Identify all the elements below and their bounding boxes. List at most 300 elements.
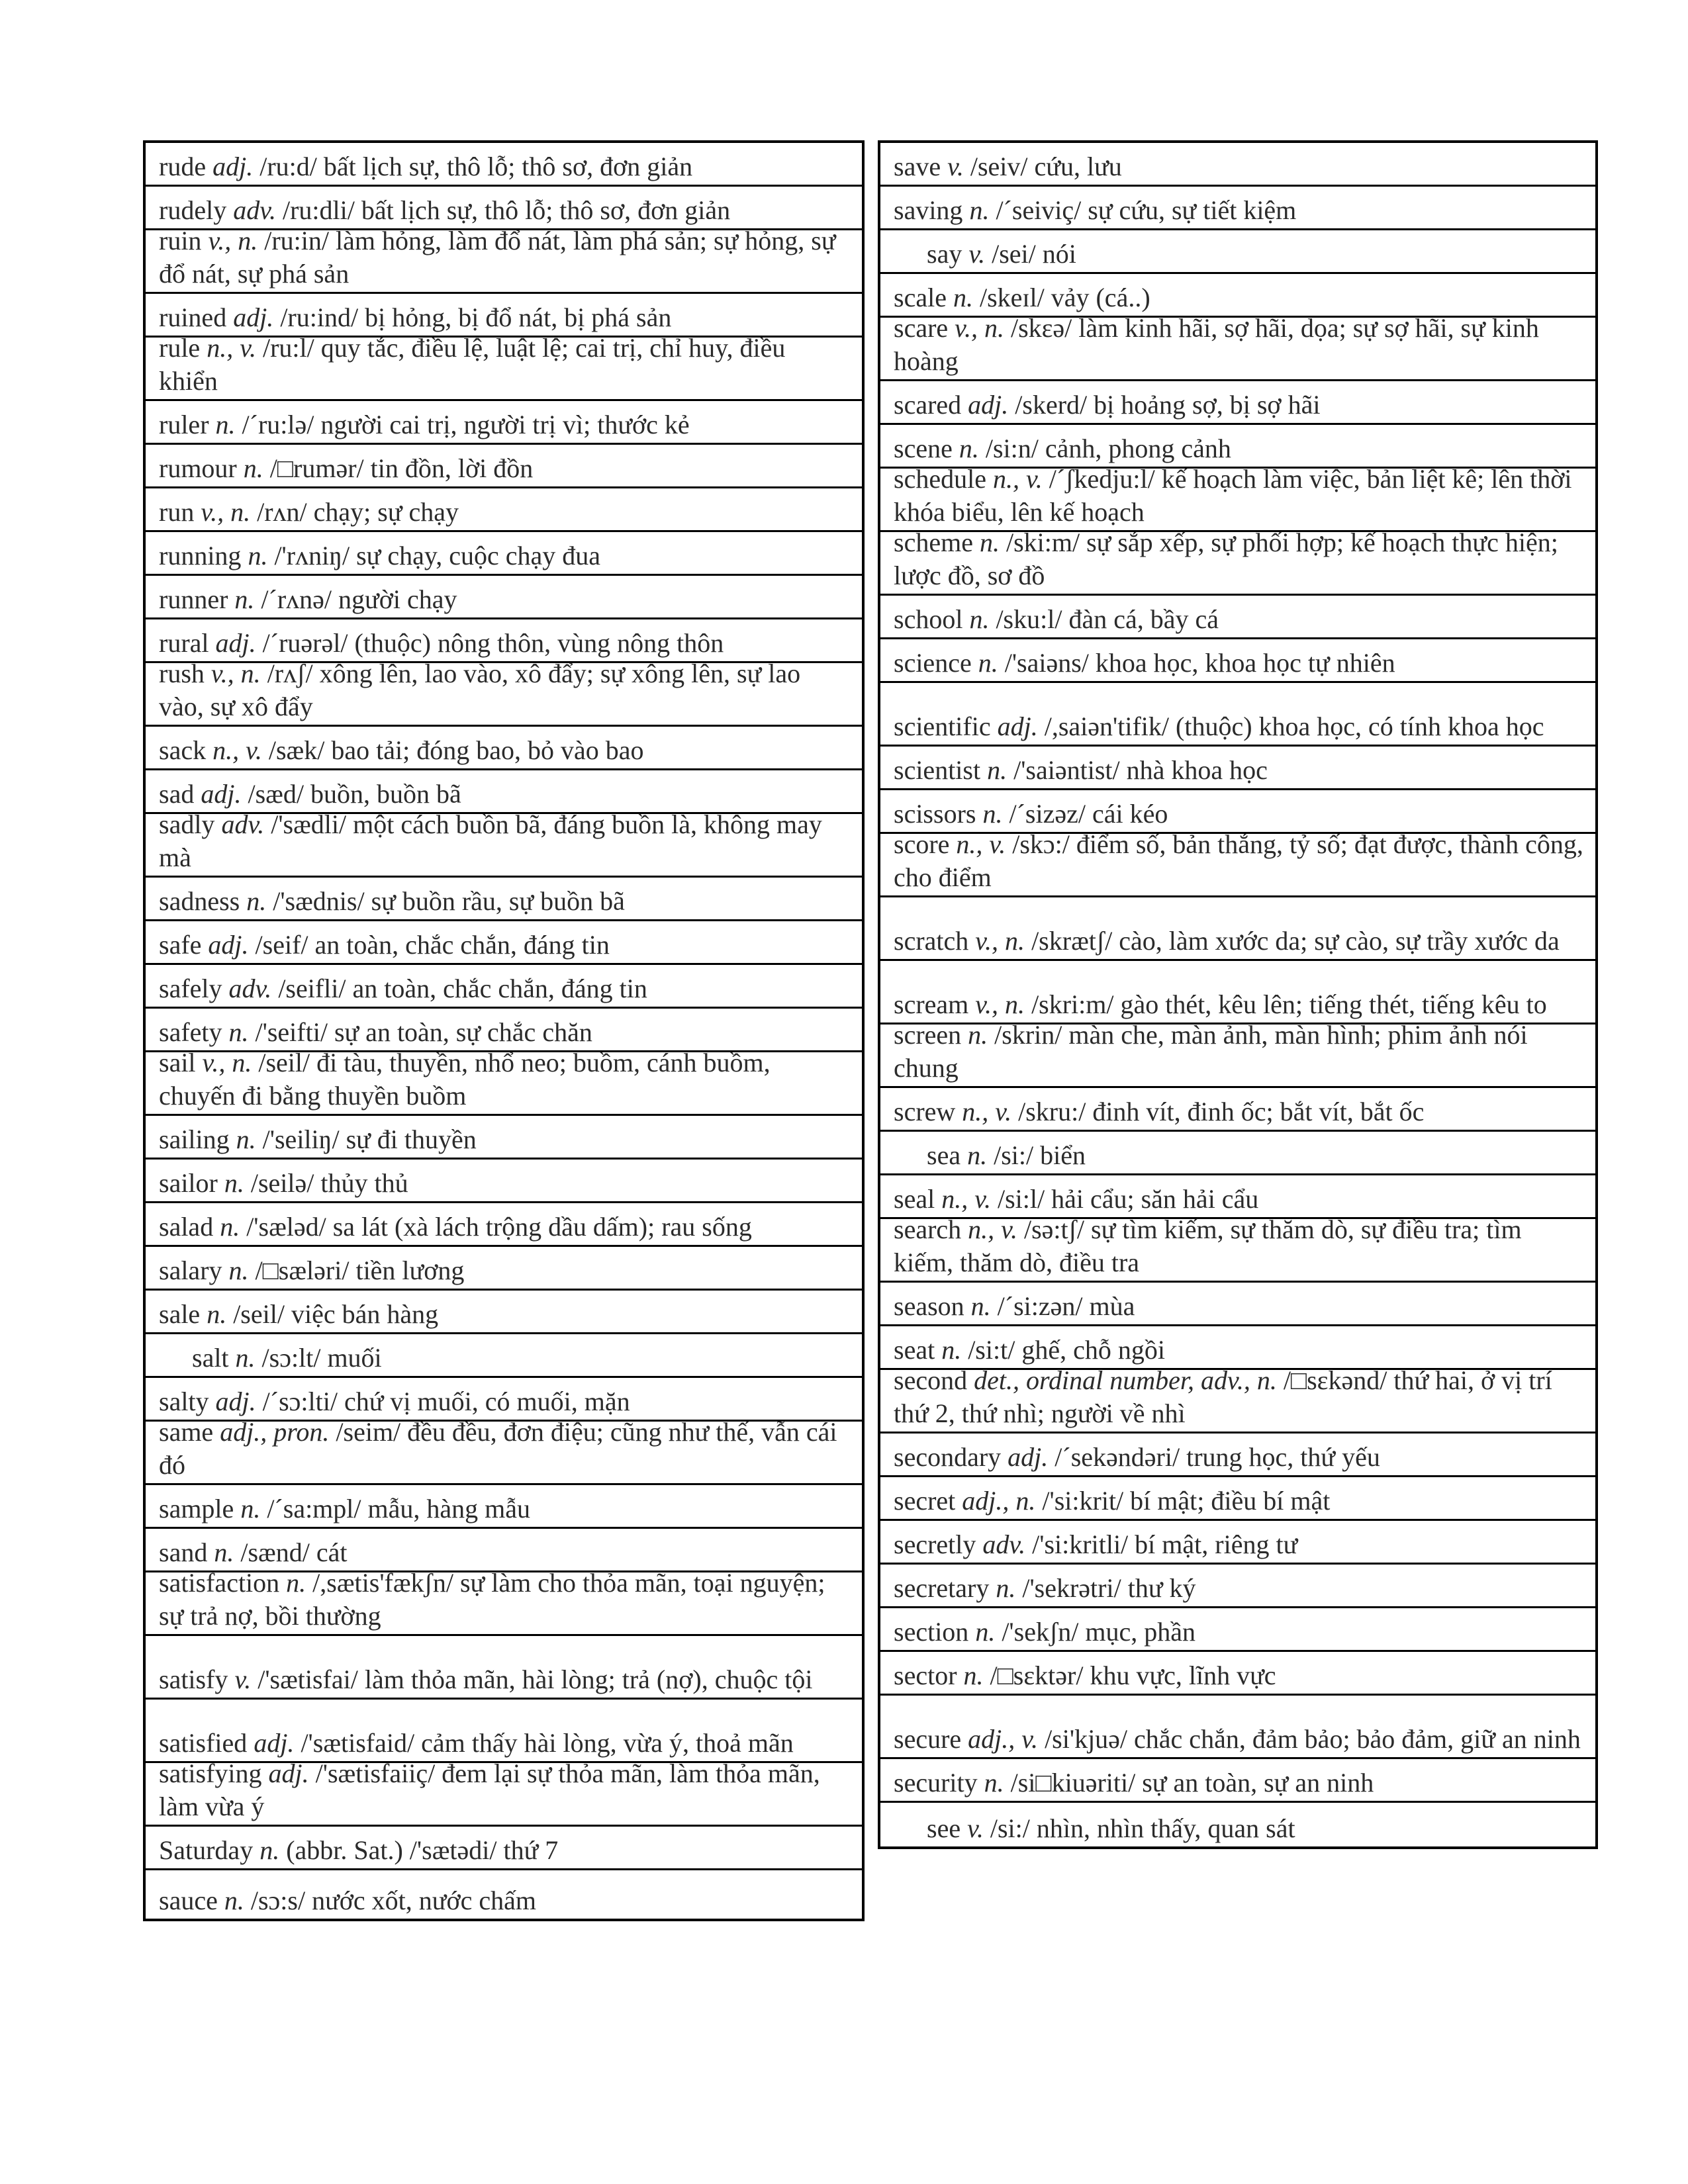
meaning: bất lịch sự, thô lỗ; thô sơ, đơn giản <box>323 152 693 181</box>
entry-row <box>880 318 1595 381</box>
headword: scared <box>894 390 962 420</box>
pronunciation: /´ru:lə/ <box>242 410 314 439</box>
headword: running <box>159 541 242 570</box>
part-of-speech: adj. <box>997 711 1038 741</box>
headword: scheme <box>894 532 973 557</box>
meaning: ghế, chỗ ngồi <box>1021 1335 1165 1365</box>
entry-text <box>159 1342 850 1376</box>
entry-text <box>894 1095 1583 1130</box>
part-of-speech: adj. <box>254 1728 295 1758</box>
entry-text <box>159 338 850 399</box>
meaning: cứu, lưu <box>1034 152 1122 181</box>
entry-row <box>880 897 1595 961</box>
entry-row <box>880 425 1595 469</box>
pronunciation: /seiv/ <box>970 152 1028 181</box>
meaning: tin đồn, lời đồn <box>370 453 534 483</box>
headword: satisfying <box>159 1763 262 1788</box>
part-of-speech: n. <box>224 1168 244 1198</box>
headword: sale <box>159 1299 201 1329</box>
meaning: sự buồn rầu, sự buồn bã <box>371 886 625 916</box>
entry-text <box>159 583 850 617</box>
entry-text <box>159 150 850 185</box>
pronunciation: /si'kjuə/ <box>1045 1724 1128 1754</box>
entry-row <box>146 576 862 619</box>
pronunciation: /sə:tʃ/ <box>1023 1219 1085 1244</box>
part-of-speech: n., v. <box>992 469 1043 494</box>
entry-row <box>146 338 862 401</box>
entry-row <box>146 619 862 663</box>
entry-text <box>894 318 1583 379</box>
headword: safely <box>159 974 222 1003</box>
meaning: thứ hai, ở vị trí thứ 2, thứ nhì; người về nhì <box>894 1370 1552 1428</box>
entry-text <box>159 1167 850 1201</box>
pronunciation: /´sa:mpl/ <box>267 1494 361 1524</box>
part-of-speech: n. <box>246 886 267 916</box>
part-of-speech: n. <box>984 1768 1004 1797</box>
entry-text <box>159 1123 850 1158</box>
pronunciation: /'rʌniŋ/ <box>274 541 350 570</box>
part-of-speech: n. <box>235 1343 256 1373</box>
pronunciation: /sei/ <box>992 239 1036 269</box>
headword: sadness <box>159 886 240 916</box>
pronunciation: /□sɛktər/ <box>990 1661 1084 1690</box>
headword: sand <box>159 1537 208 1567</box>
meaning: nước xốt, nước chấm <box>312 1886 536 1915</box>
headword: rude <box>159 152 207 181</box>
meaning: hải cẩu; săn hải cẩu <box>1051 1184 1259 1214</box>
entry-row <box>146 1636 862 1700</box>
entry-text <box>159 1385 850 1420</box>
entry-row <box>146 1160 862 1203</box>
meaning: xông lên, lao vào, xô đẩy; sự xông lên, sự lao vào, sự xô đẩy <box>159 663 801 721</box>
headword: rush <box>159 663 205 688</box>
entry-row <box>146 532 862 576</box>
entry-text <box>894 1290 1583 1324</box>
entry-row <box>880 747 1595 790</box>
meaning: sự an toàn, sự chắc chăn <box>334 1017 592 1047</box>
headword: sailor <box>159 1168 218 1198</box>
pronunciation: /sænd/ <box>240 1537 310 1567</box>
entry-text <box>159 814 850 876</box>
part-of-speech: n. <box>207 1299 227 1329</box>
meaning: bất lịch sự, thô lỗ; thô sơ, đơn giản <box>361 195 731 225</box>
headword: sector <box>894 1661 957 1690</box>
part-of-speech: n. <box>248 541 268 570</box>
entry-text <box>159 972 850 1007</box>
headword: second <box>894 1370 968 1395</box>
pronunciation: /rʌʃ/ <box>267 663 313 688</box>
meaning: khu vực, lĩnh vực <box>1090 1661 1276 1690</box>
headword: scene <box>894 433 953 463</box>
entry-text <box>159 778 850 812</box>
vocabulary-column-right <box>878 140 1598 1849</box>
part-of-speech: adj. <box>268 1763 309 1788</box>
meaning: đem lại sự thỏa mãn, làm thỏa mãn, làm vừa ý <box>159 1763 820 1821</box>
part-of-speech: n. <box>969 604 990 634</box>
headword: secretary <box>894 1573 990 1603</box>
pronunciation: /sæd/ <box>248 779 304 809</box>
entry-row <box>146 1247 862 1291</box>
entry-row <box>146 814 862 878</box>
meaning: quy tắc, điều lệ, luật lệ; cai trị, chỉ huy, điều khiển <box>159 338 786 396</box>
headword: rudely <box>159 195 227 225</box>
entry-text <box>159 194 850 228</box>
entry-text <box>159 1727 850 1761</box>
pronunciation: /sɔ:lt/ <box>261 1343 321 1373</box>
pronunciation: /´sɔ:lti/ <box>262 1387 338 1416</box>
meaning: làm thỏa mãn, hài lòng; trả (nợ), chuộc tội <box>364 1664 813 1694</box>
headword: sack <box>159 735 207 765</box>
pronunciation: /ski:m/ <box>1006 532 1080 557</box>
headword: science <box>894 648 972 678</box>
entry-text <box>894 1615 1583 1650</box>
headword: sea <box>927 1140 961 1170</box>
headword: saving <box>894 195 963 225</box>
entry-row <box>146 1378 862 1422</box>
entry-row <box>880 1565 1595 1608</box>
part-of-speech: v. <box>947 152 964 181</box>
headword: see <box>927 1813 961 1843</box>
meaning: màn che, màn ảnh, màn hình; phim ảnh nói chung <box>894 1024 1528 1083</box>
entry-row <box>146 1700 862 1763</box>
entry-row <box>880 1175 1595 1219</box>
entry-row <box>880 1521 1595 1565</box>
entry-text <box>894 754 1583 788</box>
meaning: buồn, buồn bã <box>310 779 461 809</box>
part-of-speech: n. <box>286 1572 306 1598</box>
headword: scientist <box>894 755 981 785</box>
meaning: làm kinh hãi, sợ hãi, dọa; sự sợ hãi, sự kinh hoàng <box>894 318 1539 376</box>
pronunciation: /'seifti/ <box>255 1017 328 1047</box>
entry-row <box>146 1572 862 1636</box>
pronunciation: /seil/ <box>258 1052 310 1077</box>
meaning: chắc chắn, đảm bảo; bảo đảm, giữ an ninh <box>1134 1724 1581 1754</box>
meaning: đều đều, đơn điệu; cũng như thế, vẫn cái đó <box>159 1422 837 1480</box>
meaning: thủy thủ <box>320 1168 408 1198</box>
part-of-speech: v., n. <box>955 318 1004 343</box>
pronunciation: /'sætisfaiiç/ <box>315 1763 436 1788</box>
meaning: sự đi thuyền <box>346 1124 477 1154</box>
headword: scissors <box>894 799 976 829</box>
headword: ruin <box>159 230 202 255</box>
entry-row <box>146 1422 862 1485</box>
meaning: đi tàu, thuyền, nhổ neo; buồm, cánh buồm, chuyến đi bằng thuyền buồm <box>159 1052 771 1111</box>
part-of-speech: adv. <box>982 1529 1026 1559</box>
meaning: chạy; sự chạy <box>313 497 459 527</box>
entry-text <box>894 1484 1583 1519</box>
pronunciation: /rʌn/ <box>257 497 307 527</box>
entry-text <box>894 710 1583 745</box>
pronunciation: /'saiəntist/ <box>1013 755 1120 785</box>
meaning: đinh vít, đinh ốc; bắt vít, bắt ốc <box>1092 1097 1425 1126</box>
entry-text <box>159 1572 850 1634</box>
pronunciation: /'sekrətri/ <box>1022 1573 1121 1603</box>
part-of-speech: n. <box>953 283 973 312</box>
meaning: vảy (cá..) <box>1051 283 1150 312</box>
headword: secure <box>894 1724 962 1754</box>
part-of-speech: n. <box>970 1291 991 1321</box>
meaning: bí mật, riêng tư <box>1135 1529 1298 1559</box>
part-of-speech: n., v. <box>212 735 262 765</box>
headword: scientific <box>894 711 991 741</box>
entry-row <box>880 187 1595 230</box>
part-of-speech: n. <box>959 433 979 463</box>
headword: rule <box>159 338 201 363</box>
entry-row <box>880 834 1595 897</box>
entry-text <box>894 194 1583 228</box>
pronunciation: /si:n/ <box>985 433 1039 463</box>
meaning: cảnh, phong cảnh <box>1045 433 1231 463</box>
entry-row <box>880 683 1595 747</box>
entry-text <box>894 469 1583 530</box>
entry-text <box>159 627 850 661</box>
part-of-speech: v., n. <box>975 989 1025 1019</box>
part-of-speech: v. <box>967 1813 984 1843</box>
part-of-speech: n. <box>979 532 1000 557</box>
pronunciation: /skrin/ <box>994 1024 1062 1050</box>
pronunciation: /´si:zən/ <box>997 1291 1083 1321</box>
entry-row <box>146 663 862 727</box>
entry-text <box>894 532 1583 594</box>
part-of-speech: det., ordinal number, adv., n. <box>974 1370 1277 1395</box>
headword: sail <box>159 1052 196 1077</box>
pronunciation: /´sekəndəri/ <box>1055 1442 1180 1472</box>
pronunciation: /'sæləd/ <box>246 1212 326 1242</box>
headword: runner <box>159 584 228 614</box>
entry-text <box>159 1834 850 1868</box>
part-of-speech: v., n. <box>202 1052 252 1077</box>
entry-row <box>146 294 862 338</box>
part-of-speech: n. <box>968 1024 988 1050</box>
pronunciation: /sɔ:s/ <box>250 1886 306 1915</box>
part-of-speech: n. <box>234 584 255 614</box>
entry-text <box>159 408 850 443</box>
meaning: mục, phần <box>1085 1617 1196 1647</box>
part-of-speech: n. <box>228 1255 249 1285</box>
meaning: an toàn, chắc chắn, đáng tin <box>314 930 610 960</box>
part-of-speech: adj., pron. <box>220 1422 330 1447</box>
entry-row <box>146 1203 862 1247</box>
headword: ruined <box>159 302 227 332</box>
part-of-speech: adj. <box>201 779 242 809</box>
entry-row <box>146 143 862 187</box>
part-of-speech: v. <box>968 239 986 269</box>
pronunciation: /'sædli/ <box>271 814 347 839</box>
entry-row <box>880 469 1595 532</box>
entry-row <box>146 965 862 1009</box>
part-of-speech: n., v. <box>968 1219 1017 1244</box>
entry-row <box>880 1283 1595 1326</box>
part-of-speech: n. <box>259 1835 280 1865</box>
entry-row <box>146 1052 862 1116</box>
headword: sadly <box>159 814 215 839</box>
entry-row <box>880 1370 1595 1433</box>
pronunciation: /'sekʃn/ <box>1002 1617 1079 1647</box>
pronunciation: /´rʌnə/ <box>261 584 332 614</box>
headword: safety <box>159 1017 222 1047</box>
entry-row <box>880 532 1595 596</box>
entry-text <box>159 1492 850 1527</box>
pronunciation: /si:l/ <box>997 1184 1045 1214</box>
meaning: sự làm cho thỏa mãn, toại nguyện; sự trả nợ, bồi thường <box>159 1572 825 1631</box>
entry-row <box>146 445 862 488</box>
pronunciation: /´ruərəl/ <box>262 628 348 658</box>
meaning: gào thét, kêu lên; tiếng thét, tiếng kêu to <box>1120 989 1547 1019</box>
entry-row <box>880 1696 1595 1759</box>
entry-text <box>159 1884 850 1919</box>
entry-text <box>894 1812 1583 1846</box>
meaning: chứ vị muối, có muối, mặn <box>344 1387 630 1416</box>
headword: secret <box>894 1486 956 1516</box>
meaning: cào, làm xước da; sự cào, sự trầy xước da <box>1119 926 1560 956</box>
headword: salty <box>159 1387 209 1416</box>
headword: screw <box>894 1097 956 1126</box>
part-of-speech: n. <box>224 1886 244 1915</box>
meaning: sự an toàn, sự an ninh <box>1142 1768 1374 1797</box>
entry-text <box>159 1254 850 1289</box>
vocabulary-column-left <box>143 140 865 1921</box>
part-of-speech: adj. <box>208 930 249 960</box>
pronunciation: /'sætisfaid/ <box>301 1728 415 1758</box>
headword: section <box>894 1617 969 1647</box>
entry-text <box>894 150 1583 185</box>
part-of-speech: n. <box>941 1335 962 1365</box>
entry-row <box>880 1219 1595 1283</box>
entry-text <box>159 452 850 486</box>
meaning: biển <box>1040 1140 1086 1170</box>
part-of-speech: n. <box>987 755 1008 785</box>
entry-row <box>880 1477 1595 1521</box>
part-of-speech: n. <box>982 799 1003 829</box>
meaning: bao tải; đóng bao, bỏ vào bao <box>331 735 644 765</box>
headword: school <box>894 604 963 634</box>
headword: say <box>927 239 962 269</box>
entry-text <box>894 1766 1583 1801</box>
pronunciation: /'si:kritli/ <box>1032 1529 1129 1559</box>
part-of-speech: n. <box>240 1494 261 1524</box>
pronunciation: /ru:dli/ <box>282 195 355 225</box>
headword: scale <box>894 283 947 312</box>
entry-row <box>880 1433 1595 1477</box>
pronunciation: /skrætʃ/ <box>1031 926 1113 956</box>
pronunciation: /skru:/ <box>1018 1097 1086 1126</box>
entry-text <box>894 238 1583 272</box>
entry-row <box>880 274 1595 318</box>
part-of-speech: v., n. <box>208 230 258 255</box>
entry-text <box>894 1441 1583 1475</box>
part-of-speech: adv. <box>228 974 272 1003</box>
entry-row <box>146 1291 862 1334</box>
pronunciation: /'saiəns/ <box>1004 648 1089 678</box>
meaning: điểm số, bản thắng, tỷ số; đạt được, thành công, cho điểm <box>894 834 1583 892</box>
headword: security <box>894 1768 978 1797</box>
pronunciation: /´seiviç/ <box>996 195 1082 225</box>
entry-text <box>894 797 1583 832</box>
pronunciation: /skɛə/ <box>1010 318 1072 343</box>
entry-text <box>159 734 850 768</box>
entry-row <box>146 1485 862 1529</box>
entry-text <box>159 1422 850 1483</box>
pronunciation: /si:t/ <box>968 1335 1015 1365</box>
entry-text <box>159 230 850 292</box>
headword: schedule <box>894 469 986 494</box>
meaning: kế hoạch làm việc, bản liệt kê; lên thời khóa biểu, lên kế hoạch <box>894 469 1572 527</box>
entry-row <box>146 1870 862 1919</box>
pronunciation: /skeɪl/ <box>979 283 1045 312</box>
part-of-speech: n. <box>243 453 263 483</box>
headword: safe <box>159 930 202 960</box>
entry-text <box>159 1763 850 1825</box>
headword: rural <box>159 628 209 658</box>
part-of-speech: adv. <box>233 195 276 225</box>
part-of-speech: v. <box>234 1664 252 1694</box>
entry-row <box>146 878 862 921</box>
pronunciation: /seif/ <box>255 930 308 960</box>
headword: search <box>894 1219 962 1244</box>
part-of-speech: adj. <box>1008 1442 1049 1472</box>
pronunciation: /seil/ <box>233 1299 285 1329</box>
entry-text <box>159 663 850 725</box>
part-of-speech: n. <box>996 1573 1016 1603</box>
entry-text <box>159 1298 850 1332</box>
entry-row <box>880 1132 1595 1175</box>
part-of-speech: n. <box>969 195 990 225</box>
pronunciation: /si:/ <box>990 1813 1030 1843</box>
pronunciation: /'si:krit/ <box>1042 1486 1124 1516</box>
meaning: người cai trị, người trị vì; thước kẻ <box>320 410 690 439</box>
headword: secretly <box>894 1529 976 1559</box>
entry-row <box>880 790 1595 834</box>
entry-text <box>894 1572 1583 1606</box>
meaning: bị hỏng, bị đổ nát, bị phá sản <box>365 302 672 332</box>
part-of-speech: adj., n. <box>962 1486 1036 1516</box>
headword: salt <box>192 1343 229 1373</box>
meaning: nói <box>1042 239 1076 269</box>
part-of-speech: n., v. <box>207 338 256 363</box>
meaning: (thuộc) khoa học, có tính khoa học <box>1176 711 1544 741</box>
entry-text <box>894 834 1583 895</box>
pronunciation: /skɔ:/ <box>1012 834 1070 859</box>
headword: screen <box>894 1024 962 1050</box>
entry-row <box>146 230 862 294</box>
part-of-speech: v., n. <box>975 926 1025 956</box>
headword: run <box>159 497 195 527</box>
meaning: bí mật; điều bí mật <box>1130 1486 1331 1516</box>
entry-row <box>880 1088 1595 1132</box>
part-of-speech: n. <box>967 1140 988 1170</box>
entry-text <box>159 539 850 574</box>
headword: score <box>894 834 950 859</box>
entry-text <box>894 925 1583 959</box>
meaning: trung học, thứ yếu <box>1186 1442 1380 1472</box>
meaning: sự tìm kiếm, sự thăm dò, sự điều tra; tìm kiếm, thăm dò, điều tra <box>894 1219 1522 1277</box>
meaning: thư ký <box>1127 1573 1196 1603</box>
entry-row <box>146 770 862 814</box>
entry-row <box>880 1024 1595 1088</box>
meaning: bị hoảng sợ, bị sợ hãi <box>1094 390 1321 420</box>
meaning: mùa <box>1089 1291 1135 1321</box>
entry-row <box>146 187 862 230</box>
entry-text <box>894 1528 1583 1563</box>
part-of-speech: adj. <box>233 302 274 332</box>
pronunciation: /sku:l/ <box>996 604 1062 634</box>
meaning: người chạy <box>338 584 457 614</box>
entry-text <box>894 988 1583 1023</box>
headword: sauce <box>159 1886 218 1915</box>
headword: sample <box>159 1494 234 1524</box>
entry-text <box>894 1219 1583 1281</box>
entry-text <box>159 301 850 336</box>
